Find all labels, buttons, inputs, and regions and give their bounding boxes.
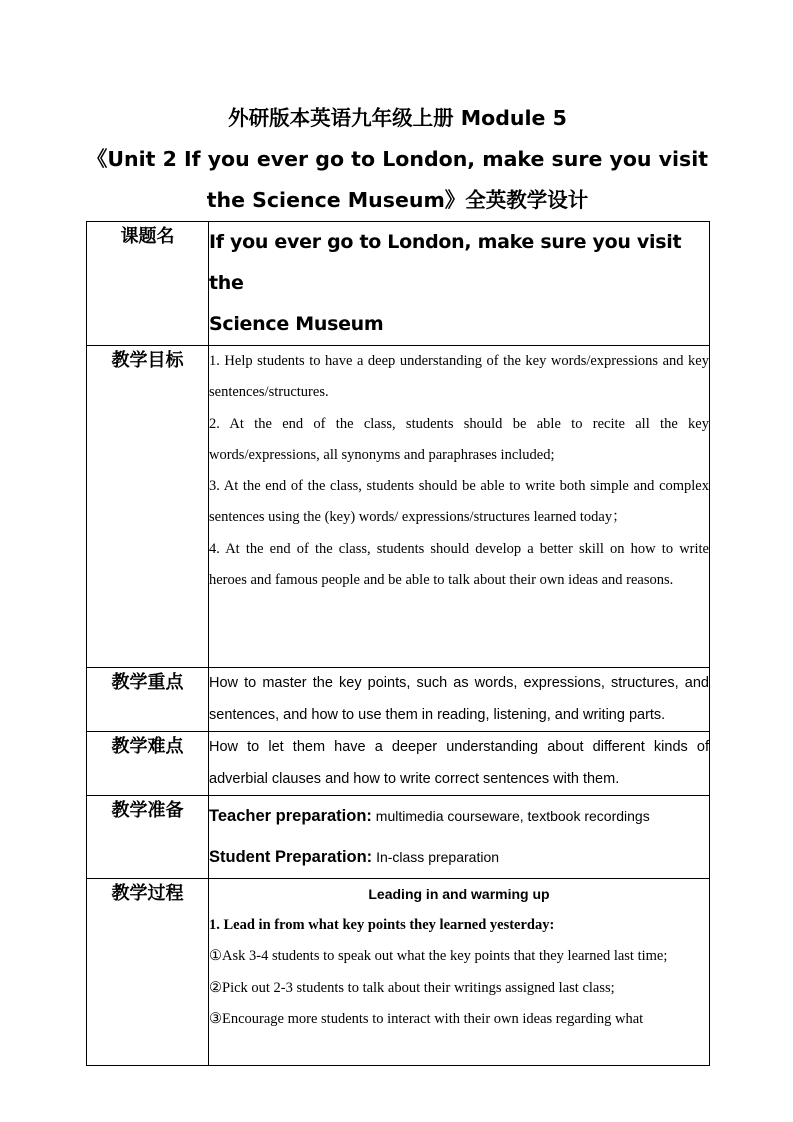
student-preparation-text: In-class preparation <box>372 849 500 865</box>
row-process <box>87 879 710 1066</box>
preparation-content <box>209 796 710 879</box>
title-line-1: 外研版本英语九年级上册 Module 5 <box>228 106 567 130</box>
objective-item: 1. Help students to have a deep understanding of the key words/expressions and key sentences/structures. <box>209 353 709 401</box>
teacher-preparation <box>209 796 709 837</box>
label-process: 教学过程 <box>87 879 209 1066</box>
key-points-text: How to master the key points, such as words, expressions, structures, and sentences, and how to use them in reading, listening, and writing parts. <box>209 668 710 732</box>
lesson-plan-table <box>86 221 710 1066</box>
objective-item: 3. At the end of the class, students should be able to write both simple and complex sentences using the (key) words/ expressions/structures learned today； <box>209 478 709 526</box>
process-step-title: 1. Lead in from what key points they learned yesterday: <box>209 917 555 933</box>
title-line-3: the Science Museum》全英教学设计 <box>206 188 589 212</box>
row-key-points <box>87 668 710 732</box>
label-key-points: 教学重点 <box>87 668 209 732</box>
label-topic: 课题名 <box>87 222 209 346</box>
objective-item: 4. At the end of the class, students should develop a better skill on how to write heroes and famous people and be able to talk about their own ideas and reasons. <box>209 540 709 589</box>
student-preparation <box>209 837 709 878</box>
row-preparation <box>87 796 710 879</box>
row-difficulties <box>87 732 710 796</box>
teacher-preparation-label: Teacher preparation: <box>209 807 372 825</box>
objectives-content <box>209 346 710 668</box>
label-preparation: 教学准备 <box>87 796 209 879</box>
process-content <box>209 879 710 1066</box>
row-topic <box>87 222 710 346</box>
topic-line-2: Science Museum <box>209 313 384 335</box>
label-objectives: 教学目标 <box>87 346 209 668</box>
document-title <box>86 98 709 221</box>
title-line-2: 《Unit 2 If you ever go to London, make sure you visit <box>86 147 709 171</box>
topic-content <box>209 222 710 346</box>
row-objectives <box>87 346 710 668</box>
topic-line-1: If you ever go to London, make sure you visit the <box>209 231 682 294</box>
process-step: ②Pick out 2-3 students to talk about their writings assigned last class; <box>209 979 615 996</box>
label-difficulties: 教学难点 <box>87 732 209 796</box>
objective-item: 2. At the end of the class, students should be able to recite all the key words/expressions, all synonyms and paraphrases included; <box>209 415 709 463</box>
teacher-preparation-text: multimedia courseware, textbook recordings <box>371 808 650 824</box>
process-step: ③Encourage more students to interact with their own ideas regarding what <box>209 1010 644 1027</box>
process-step: ①Ask 3-4 students to speak out what the key points that they learned last time; <box>209 948 668 965</box>
difficulties-text: How to let them have a deeper understanding about different kinds of adverbial clauses and how to write correct sentences with them. <box>209 732 710 796</box>
student-preparation-label: Student Preparation: <box>209 848 373 866</box>
process-section-title: Leading in and warming up <box>368 886 550 902</box>
